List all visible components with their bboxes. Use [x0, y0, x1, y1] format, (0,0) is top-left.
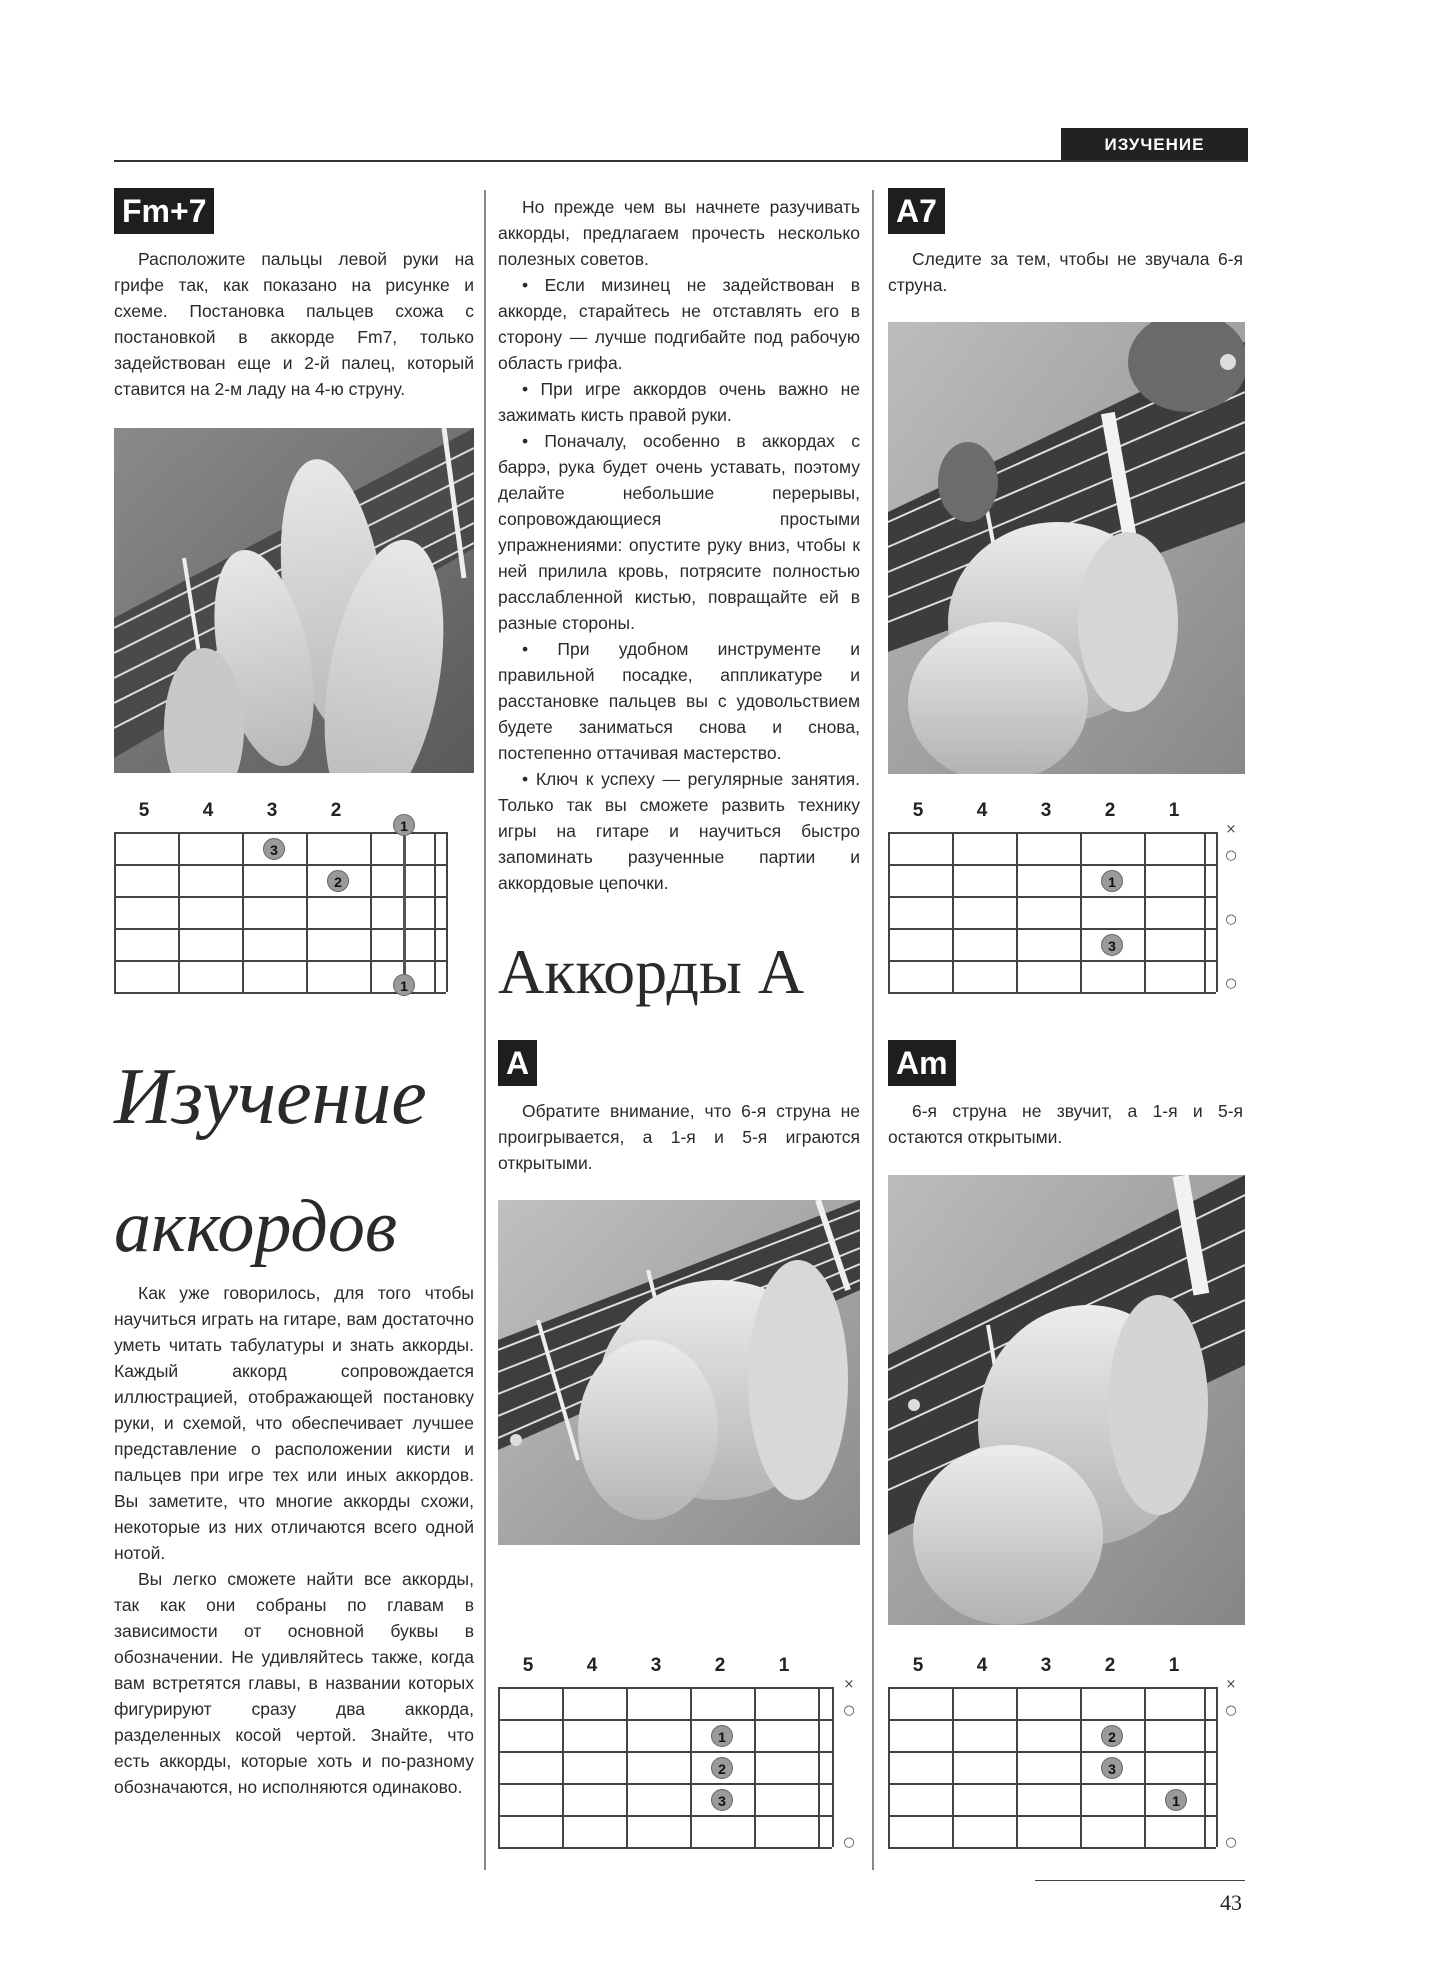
study-para2: Вы легко сможете найти все аккорды, так как они собраны по главам в зависимости от основной буквы в обозначении. Не удивляйтесь также, когда вам встретятся главы, в названии которых фигурируют сразу два аккорда, разделенных косой чертой. Знайте, что есть аккорды, которые хоть и по-разному обозначаются, но исполняются одинаково.: [114, 1569, 474, 1797]
string-number: 5: [522, 1655, 534, 1676]
fm7plus-description: [114, 246, 474, 402]
chord-a-hand-photo: [498, 1200, 860, 1545]
finger-dot: 3: [1101, 934, 1123, 956]
open-string-mark: ○: [843, 1835, 855, 1850]
chord-a7-description: [888, 246, 1243, 298]
chord-am-diagram: [888, 1655, 1238, 1860]
string-number: 3: [1040, 1655, 1052, 1676]
finger-dot: 3: [263, 838, 285, 860]
finger-dot: 1: [1101, 870, 1123, 892]
fm7plus-hand-photo: [114, 428, 474, 773]
barre-line: [403, 828, 406, 993]
section-title-chords-a: Аккорды А: [498, 936, 805, 1007]
advice-tip: • Поначалу, особенно в аккордах с баррэ, рука будет очень уставать, поэтому делайте небольшие перерывы, сопровождающиеся простыми упражнениями: опустите руку вниз, чтобы к ней прилила кровь, потрясите полностью расслабленной кистью, повращайте ей в разные стороны.: [498, 431, 860, 633]
muted-string-mark: ×: [1225, 1677, 1237, 1692]
page-number: 43: [1220, 1890, 1242, 1915]
advice-tip: • Ключ к успеху — регулярные занятия. Только так вы сможете развить технику игры на гитаре и научиться быстро запоминать разученные партии и аккордовые цепочки.: [498, 769, 860, 893]
chord-a7-diagram: [888, 800, 1238, 1005]
chord-a-text: Обратите внимание, что 6-я струна не проигрывается, а 1-я и 5-я играются открытыми.: [498, 1101, 860, 1173]
string-number: 2: [1104, 1655, 1116, 1676]
chord-label-a: A: [498, 1040, 537, 1086]
chord-a7-hand-photo: [888, 322, 1245, 774]
chord-a-description: [498, 1098, 860, 1176]
string-number: 2: [330, 800, 342, 821]
string-number: 4: [586, 1655, 598, 1676]
string-number: 2: [1104, 800, 1116, 821]
fm7plus-text: Расположите пальцы левой руки на грифе так, как показано на рисунке и схеме. Постановка пальцев схожа с постановкой в аккорде Fm7, только задействован еще и 2-й палец, который ставится на 2-м ладу на 4-ю струну.: [114, 249, 474, 399]
study-text: [114, 1280, 474, 1800]
chord-a-diagram: [498, 1655, 868, 1860]
chord-label-fm7plus: Fm+7: [114, 188, 214, 234]
string-number: 1: [1168, 800, 1180, 821]
chord-am-description: [888, 1098, 1243, 1150]
section-title-line1: Изучение: [114, 1053, 427, 1141]
string-number: 2: [714, 1655, 726, 1676]
section-title-line2: аккордов: [114, 1186, 397, 1268]
finger-dot: 3: [1101, 1757, 1123, 1779]
string-number: 5: [138, 800, 150, 821]
string-number: 4: [976, 800, 988, 821]
string-number: 4: [976, 1655, 988, 1676]
finger-dot: 1: [711, 1725, 733, 1747]
string-number: 3: [1040, 800, 1052, 821]
advice-tip: • Если мизинец не задействован в аккорде, старайтесь не отставлять его в сторону — лучше подгибайте под рабочую область грифа.: [498, 275, 860, 373]
finger-dot: 2: [327, 870, 349, 892]
open-string-mark: ○: [1225, 848, 1237, 863]
chord-a7-text: Следите за тем, чтобы не звучала 6-я струна.: [888, 249, 1243, 295]
open-string-mark: ○: [1225, 912, 1237, 927]
finger-dot: 1: [393, 814, 415, 836]
finger-dot: 3: [711, 1789, 733, 1811]
column-rule-left: [484, 190, 486, 1870]
string-number: 5: [912, 1655, 924, 1676]
open-string-mark: ○: [843, 1703, 855, 1718]
string-number: 1: [1168, 1655, 1180, 1676]
string-number: 4: [202, 800, 214, 821]
open-string-mark: ○: [1225, 1703, 1237, 1718]
finger-dot: 2: [1101, 1725, 1123, 1747]
open-string-mark: ○: [1225, 1835, 1237, 1850]
open-string-mark: ○: [1225, 976, 1237, 991]
chord-am-hand-photo: [888, 1175, 1245, 1625]
advice-intro: Но прежде чем вы начнете разучивать аккорды, предлагаем прочесть несколько полезных советов.: [498, 197, 860, 269]
string-number: 3: [266, 800, 278, 821]
study-para1: Как уже говорилось, для того чтобы научиться играть на гитаре, вам достаточно уметь читать табулатуры и знать аккорды. Каждый аккорд сопровождается иллюстрацией, отображающей постановку руки, и схемой, что обеспечивает лучшее представление о расположении кисти и пальцев при игре тех или иных аккордов. Вы заметите, что многие аккорды схожи, некоторые из них отличаются всего одной нотой.: [114, 1283, 474, 1563]
column-rule-right: [872, 190, 874, 1870]
advice-tip: • При удобном инструменте и правильной посадке, аппликатуре и расстановке пальцев вы с удовольствием будете заниматься снова и снова, постепенно оттачивая мастерство.: [498, 639, 860, 763]
finger-dot: 2: [711, 1757, 733, 1779]
footer-rule: [1035, 1880, 1245, 1881]
finger-dot: 1: [393, 974, 415, 996]
fm7plus-chord-diagram: [114, 800, 454, 1005]
chord-am-text: 6-я струна не звучит, а 1-я и 5-я остаются открытыми.: [888, 1101, 1243, 1147]
string-number: 5: [912, 800, 924, 821]
muted-string-mark: ×: [843, 1677, 855, 1692]
header-rule: [114, 160, 1247, 162]
string-number: 3: [650, 1655, 662, 1676]
advice-tip: • При игре аккордов очень важно не зажимать кисть правой руки.: [498, 379, 860, 425]
chord-label-am: Am: [888, 1040, 956, 1086]
running-head: ИЗУЧЕНИЕ АККОРДОВ: [1061, 128, 1248, 162]
chord-label-a7: A7: [888, 188, 945, 234]
string-number: 1: [778, 1655, 790, 1676]
advice-text: [498, 194, 860, 896]
muted-string-mark: ×: [1225, 822, 1237, 837]
finger-dot: 1: [1165, 1789, 1187, 1811]
